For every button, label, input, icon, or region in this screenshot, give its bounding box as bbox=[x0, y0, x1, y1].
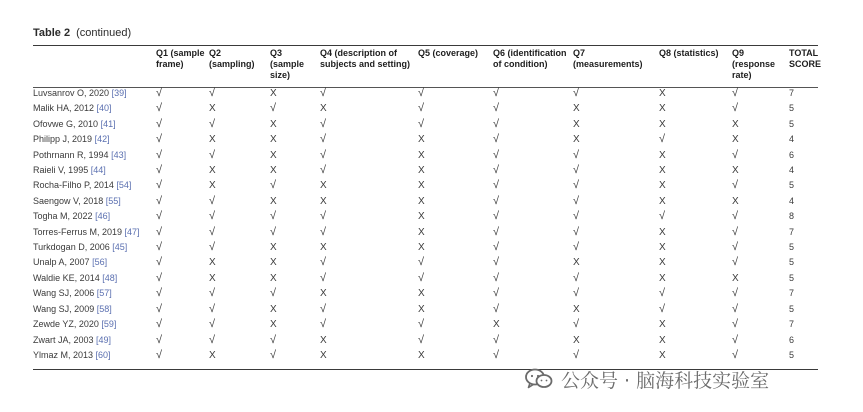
table-row bbox=[33, 271, 818, 286]
score-cell-q4: X bbox=[320, 288, 327, 300]
table-caption bbox=[33, 27, 131, 39]
column-header-q7: Q7 (measurements) bbox=[573, 48, 643, 69]
score-cell-q3: √ bbox=[270, 210, 277, 223]
score-cell-q3: √ bbox=[270, 287, 277, 300]
column-header-q4: Q4 (description of subjects and setting) bbox=[320, 48, 411, 69]
table-row bbox=[33, 163, 818, 178]
score-cell-q9: √ bbox=[732, 102, 739, 115]
score-cell-q3: X bbox=[270, 303, 277, 315]
score-cell-q3: X bbox=[270, 134, 277, 146]
score-cell-q6: √ bbox=[493, 87, 500, 99]
score-cell-q7: X bbox=[573, 257, 580, 269]
score-cell-q6: √ bbox=[493, 210, 500, 223]
score-cell-q5: X bbox=[418, 165, 425, 177]
study-cell bbox=[33, 101, 156, 116]
citation-link[interactable]: [43] bbox=[111, 149, 127, 160]
score-cell-q4: X bbox=[320, 242, 327, 254]
score-cell-q6: √ bbox=[493, 117, 500, 130]
total-score-cell: 5 bbox=[789, 349, 795, 360]
score-cell-q9: √ bbox=[732, 287, 739, 300]
total-score-cell: 5 bbox=[789, 103, 795, 114]
score-cell-q1: √ bbox=[156, 348, 163, 361]
citation-link[interactable]: [47] bbox=[124, 226, 140, 237]
score-cell-q2: X bbox=[209, 349, 216, 361]
score-cell-q3: X bbox=[270, 242, 277, 254]
score-cell-q3: X bbox=[270, 165, 277, 177]
study-cell bbox=[33, 132, 156, 147]
score-cell-q5: √ bbox=[418, 318, 425, 331]
score-cell-q1: √ bbox=[156, 287, 163, 300]
citation-link[interactable]: [46] bbox=[95, 211, 111, 222]
score-cell-q9: √ bbox=[732, 241, 739, 254]
total-score-cell: 8 bbox=[789, 211, 795, 222]
score-cell-q7: X bbox=[573, 134, 580, 146]
total-score-cell: 6 bbox=[789, 149, 795, 160]
score-cell-q2: √ bbox=[209, 210, 216, 223]
score-cell-q6: X bbox=[493, 319, 500, 331]
score-cell-q1: √ bbox=[156, 302, 163, 315]
score-cell-q9: X bbox=[732, 134, 739, 146]
score-cell-q8: X bbox=[659, 319, 666, 331]
score-cell-q8: X bbox=[659, 149, 666, 161]
study-cell bbox=[33, 348, 156, 363]
score-cell-q8: X bbox=[659, 165, 666, 177]
study-name: Saengow V, 2018 bbox=[33, 195, 104, 206]
score-cell-q6: √ bbox=[493, 348, 500, 361]
column-header-q8: Q8 (statistics) bbox=[659, 48, 719, 58]
study-name: Wang SJ, 2009 bbox=[33, 303, 95, 314]
score-cell-q4: √ bbox=[320, 318, 327, 331]
score-cell-q4: X bbox=[320, 195, 327, 207]
score-cell-q1: √ bbox=[156, 102, 163, 115]
score-cell-q7: √ bbox=[573, 194, 580, 207]
score-cell-q9: √ bbox=[732, 148, 739, 161]
study-name: Rocha-Filho P, 2014 bbox=[33, 180, 114, 191]
score-cell-q6: √ bbox=[493, 102, 500, 115]
study-cell bbox=[33, 271, 156, 286]
score-cell-q4: √ bbox=[320, 133, 327, 146]
score-cell-q7: √ bbox=[573, 87, 580, 99]
watermark bbox=[525, 366, 769, 392]
score-cell-q6: √ bbox=[493, 179, 500, 192]
score-cell-q6: √ bbox=[493, 194, 500, 207]
score-cell-q5: X bbox=[418, 288, 425, 300]
table-row bbox=[33, 86, 818, 101]
score-cell-q7: √ bbox=[573, 148, 580, 161]
score-cell-q4: √ bbox=[320, 164, 327, 177]
score-cell-q1: √ bbox=[156, 87, 163, 99]
score-cell-q3: X bbox=[270, 319, 277, 331]
score-cell-q7: √ bbox=[573, 271, 580, 284]
score-cell-q8: X bbox=[659, 242, 666, 254]
total-score-cell: 5 bbox=[789, 257, 795, 268]
score-cell-q2: √ bbox=[209, 318, 216, 331]
score-cell-q4: √ bbox=[320, 87, 327, 99]
score-cell-q9: √ bbox=[732, 333, 739, 346]
score-cell-q7: √ bbox=[573, 287, 580, 300]
score-cell-q2: √ bbox=[209, 148, 216, 161]
study-name: Ylmaz M, 2013 bbox=[33, 349, 94, 360]
score-cell-q7: √ bbox=[573, 225, 580, 238]
table-row bbox=[33, 132, 818, 147]
score-cell-q1: √ bbox=[156, 148, 163, 161]
total-score-cell: 5 bbox=[789, 242, 795, 253]
score-cell-q3: √ bbox=[270, 179, 277, 192]
table-row bbox=[33, 225, 818, 240]
score-cell-q3: X bbox=[270, 88, 277, 99]
table-row bbox=[33, 240, 818, 255]
score-cell-q2: X bbox=[209, 165, 216, 177]
score-cell-q8: X bbox=[659, 334, 666, 346]
score-cell-q2: X bbox=[209, 257, 216, 269]
citation-link[interactable]: [44] bbox=[90, 165, 106, 176]
score-cell-q5: X bbox=[418, 195, 425, 207]
score-cell-q8: √ bbox=[659, 302, 666, 315]
score-cell-q9: √ bbox=[732, 87, 739, 99]
table-row bbox=[33, 333, 818, 348]
score-cell-q3: X bbox=[270, 272, 277, 284]
score-cell-q2: X bbox=[209, 180, 216, 192]
score-cell-q3: √ bbox=[270, 225, 277, 238]
study-name: Philipp J, 2019 bbox=[33, 134, 93, 145]
score-cell-q3: X bbox=[270, 149, 277, 161]
study-name: Turkdogan D, 2006 bbox=[33, 242, 110, 253]
score-cell-q2: X bbox=[209, 134, 216, 146]
score-cell-q3: √ bbox=[270, 102, 277, 115]
score-cell-q9: X bbox=[732, 272, 739, 284]
score-cell-q9: √ bbox=[732, 225, 739, 238]
score-cell-q8: X bbox=[659, 118, 666, 130]
citation-link[interactable]: [55] bbox=[105, 195, 121, 206]
score-cell-q2: √ bbox=[209, 302, 216, 315]
table-header-row bbox=[33, 47, 818, 86]
citation-link[interactable]: [42] bbox=[94, 134, 110, 145]
citation-link[interactable]: [49] bbox=[96, 334, 112, 345]
table-row bbox=[33, 286, 818, 301]
total-score-cell: 7 bbox=[789, 288, 795, 299]
study-cell bbox=[33, 148, 156, 163]
score-cell-q8: √ bbox=[659, 210, 666, 223]
score-cell-q5: √ bbox=[418, 256, 425, 269]
score-cell-q8: √ bbox=[659, 133, 666, 146]
score-cell-q8: X bbox=[659, 226, 666, 238]
citation-link[interactable]: [57] bbox=[96, 288, 112, 299]
study-name: Malik HA, 2012 bbox=[33, 103, 95, 114]
table-label: Table 2 bbox=[33, 27, 71, 39]
score-cell-q1: √ bbox=[156, 333, 163, 346]
score-cell-q8: X bbox=[659, 180, 666, 192]
table-row bbox=[33, 209, 818, 224]
score-cell-q4: X bbox=[320, 180, 327, 192]
score-cell-q8: X bbox=[659, 272, 666, 284]
column-header-q5: Q5 (coverage) bbox=[418, 48, 479, 58]
score-cell-q3: X bbox=[270, 195, 277, 207]
score-cell-q5: √ bbox=[418, 333, 425, 346]
score-cell-q5: X bbox=[418, 349, 425, 361]
citation-link[interactable]: [56] bbox=[92, 257, 108, 268]
score-cell-q2: √ bbox=[209, 333, 216, 346]
score-cell-q6: √ bbox=[493, 164, 500, 177]
score-cell-q5: X bbox=[418, 303, 425, 315]
total-score-cell: 4 bbox=[789, 165, 795, 176]
score-cell-q2: √ bbox=[209, 117, 216, 130]
citation-link[interactable]: [41] bbox=[100, 118, 116, 129]
score-cell-q1: √ bbox=[156, 194, 163, 207]
score-cell-q2: √ bbox=[209, 87, 216, 99]
score-cell-q2: √ bbox=[209, 287, 216, 300]
score-cell-q9: X bbox=[732, 118, 739, 130]
score-cell-q8: X bbox=[659, 103, 666, 115]
study-cell bbox=[33, 240, 156, 255]
watermark-text: 公众号 · 脑海科技实验室 bbox=[561, 369, 770, 392]
study-name: Zewde YZ, 2020 bbox=[33, 319, 99, 330]
quality-assessment-table bbox=[33, 47, 822, 363]
study-name: Pothrnann R, 1994 bbox=[33, 149, 109, 160]
score-cell-q7: √ bbox=[573, 210, 580, 223]
column-header-q1: Q1 (sample frame) bbox=[156, 48, 205, 69]
column-header-study bbox=[33, 47, 156, 86]
score-cell-q4: √ bbox=[320, 117, 327, 130]
score-cell-q9: √ bbox=[732, 318, 739, 331]
score-cell-q1: √ bbox=[156, 256, 163, 269]
table-caption-text: (continued) bbox=[76, 27, 132, 39]
score-cell-q1: √ bbox=[156, 117, 163, 130]
column-header-q2: Q2 (sampling) bbox=[209, 48, 255, 69]
study-name: Torres-Ferrus M, 2019 bbox=[33, 226, 123, 237]
study-name: Ofovwe G, 2010 bbox=[33, 118, 99, 129]
score-cell-q1: √ bbox=[156, 318, 163, 331]
study-cell bbox=[33, 302, 156, 317]
table-row bbox=[33, 101, 818, 116]
score-cell-q9: X bbox=[732, 165, 739, 177]
score-cell-q4: √ bbox=[320, 148, 327, 161]
score-cell-q5: √ bbox=[418, 271, 425, 284]
score-cell-q8: X bbox=[659, 195, 666, 207]
score-cell-q9: √ bbox=[732, 256, 739, 269]
score-cell-q9: √ bbox=[732, 210, 739, 223]
column-header-total-score: TOTAL SCORE bbox=[789, 48, 822, 69]
total-score-cell: 7 bbox=[789, 226, 795, 237]
study-cell bbox=[33, 225, 156, 240]
study-cell bbox=[33, 286, 156, 301]
score-cell-q1: √ bbox=[156, 225, 163, 238]
study-name: Waldie KE, 2014 bbox=[33, 272, 100, 283]
table-row bbox=[33, 178, 818, 193]
score-cell-q4: √ bbox=[320, 302, 327, 315]
score-cell-q7: X bbox=[573, 118, 580, 130]
total-score-cell: 5 bbox=[789, 272, 795, 283]
column-header-q3: Q3 (sample size) bbox=[270, 48, 305, 80]
score-cell-q8: X bbox=[659, 257, 666, 269]
score-cell-q6: √ bbox=[493, 241, 500, 254]
score-cell-q5: X bbox=[418, 180, 425, 192]
citation-link[interactable]: [40] bbox=[96, 103, 112, 114]
table-row bbox=[33, 194, 818, 209]
table-row bbox=[33, 255, 818, 270]
study-name: Zwart JA, 2003 bbox=[33, 334, 94, 345]
score-cell-q4: X bbox=[320, 103, 327, 115]
score-cell-q1: √ bbox=[156, 271, 163, 284]
study-name: Unalp A, 2007 bbox=[33, 257, 90, 268]
score-cell-q2: X bbox=[209, 272, 216, 284]
total-score-cell: 5 bbox=[789, 180, 795, 191]
score-cell-q6: √ bbox=[493, 148, 500, 161]
column-header-q6: Q6 (identification of condition) bbox=[493, 48, 567, 69]
score-cell-q2: √ bbox=[209, 225, 216, 238]
total-score-cell: 4 bbox=[789, 134, 795, 145]
score-cell-q4: X bbox=[320, 349, 327, 361]
score-cell-q6: √ bbox=[493, 302, 500, 315]
study-cell bbox=[33, 255, 156, 270]
study-cell bbox=[33, 333, 156, 348]
score-cell-q8: X bbox=[659, 88, 666, 99]
table-row bbox=[33, 117, 818, 132]
score-cell-q5: √ bbox=[418, 87, 425, 99]
score-cell-q7: √ bbox=[573, 318, 580, 331]
study-name: Wang SJ, 2006 bbox=[33, 288, 95, 299]
score-cell-q7: X bbox=[573, 303, 580, 315]
score-cell-q4: √ bbox=[320, 210, 327, 223]
score-cell-q5: X bbox=[418, 211, 425, 223]
score-cell-q9: √ bbox=[732, 302, 739, 315]
score-cell-q8: √ bbox=[659, 287, 666, 300]
score-cell-q2: X bbox=[209, 103, 216, 115]
score-cell-q5: X bbox=[418, 149, 425, 161]
total-score-cell: 5 bbox=[789, 118, 795, 129]
table-row bbox=[33, 317, 818, 332]
study-cell bbox=[33, 209, 156, 224]
score-cell-q7: √ bbox=[573, 348, 580, 361]
score-cell-q8: X bbox=[659, 349, 666, 361]
study-cell bbox=[33, 163, 156, 178]
score-cell-q7: √ bbox=[573, 241, 580, 254]
score-cell-q6: √ bbox=[493, 287, 500, 300]
score-cell-q3: √ bbox=[270, 348, 277, 361]
score-cell-q3: √ bbox=[270, 333, 277, 346]
score-cell-q3: X bbox=[270, 257, 277, 269]
score-cell-q4: √ bbox=[320, 271, 327, 284]
score-cell-q5: √ bbox=[418, 117, 425, 130]
score-cell-q4: X bbox=[320, 334, 327, 346]
citation-link[interactable]: [59] bbox=[101, 319, 117, 330]
score-cell-q1: √ bbox=[156, 133, 163, 146]
score-cell-q9: √ bbox=[732, 348, 739, 361]
score-cell-q5: X bbox=[418, 134, 425, 146]
study-cell bbox=[33, 86, 156, 101]
study-name: Togha M, 2022 bbox=[33, 211, 93, 222]
score-cell-q2: √ bbox=[209, 241, 216, 254]
total-score-cell: 6 bbox=[789, 334, 795, 345]
citation-link[interactable]: [48] bbox=[102, 272, 118, 283]
score-cell-q7: X bbox=[573, 103, 580, 115]
table-row bbox=[33, 348, 818, 363]
score-cell-q2: √ bbox=[209, 194, 216, 207]
study-name: Raieli V, 1995 bbox=[33, 165, 89, 176]
citation-link[interactable]: [60] bbox=[95, 349, 111, 360]
table-body bbox=[33, 86, 818, 363]
table-top-rule bbox=[33, 45, 818, 46]
score-cell-q9: X bbox=[732, 195, 739, 207]
score-cell-q6: √ bbox=[493, 225, 500, 238]
score-cell-q6: √ bbox=[493, 333, 500, 346]
study-cell bbox=[33, 194, 156, 209]
score-cell-q1: √ bbox=[156, 210, 163, 223]
score-cell-q6: √ bbox=[493, 133, 500, 146]
total-score-cell: 4 bbox=[789, 195, 795, 206]
score-cell-q1: √ bbox=[156, 241, 163, 254]
total-score-cell: 7 bbox=[789, 319, 795, 330]
study-cell bbox=[33, 317, 156, 332]
score-cell-q6: √ bbox=[493, 271, 500, 284]
score-cell-q4: √ bbox=[320, 256, 327, 269]
table-row bbox=[33, 302, 818, 317]
score-cell-q5: X bbox=[418, 226, 425, 238]
total-score-cell: 5 bbox=[789, 303, 795, 314]
study-cell bbox=[33, 117, 156, 132]
total-score-cell: 7 bbox=[789, 88, 795, 98]
score-cell-q1: √ bbox=[156, 164, 163, 177]
score-cell-q4: √ bbox=[320, 225, 327, 238]
citation-link[interactable]: [54] bbox=[116, 180, 132, 191]
score-cell-q5: √ bbox=[418, 102, 425, 115]
score-cell-q3: X bbox=[270, 118, 277, 130]
citation-link[interactable]: [45] bbox=[112, 242, 128, 253]
table-row bbox=[33, 148, 818, 163]
study-name: Luvsanrov O, 2020 bbox=[33, 88, 110, 98]
score-cell-q5: X bbox=[418, 242, 425, 254]
score-cell-q7: √ bbox=[573, 164, 580, 177]
score-cell-q7: X bbox=[573, 334, 580, 346]
study-cell bbox=[33, 178, 156, 193]
score-cell-q7: √ bbox=[573, 179, 580, 192]
score-cell-q1: √ bbox=[156, 179, 163, 192]
score-cell-q6: √ bbox=[493, 256, 500, 269]
citation-link[interactable]: [39] bbox=[111, 88, 127, 98]
column-header-q9: Q9 (response rate) bbox=[732, 48, 776, 80]
score-cell-q9: √ bbox=[732, 179, 739, 192]
wechat-icon bbox=[525, 368, 553, 390]
citation-link[interactable]: [58] bbox=[96, 303, 112, 314]
